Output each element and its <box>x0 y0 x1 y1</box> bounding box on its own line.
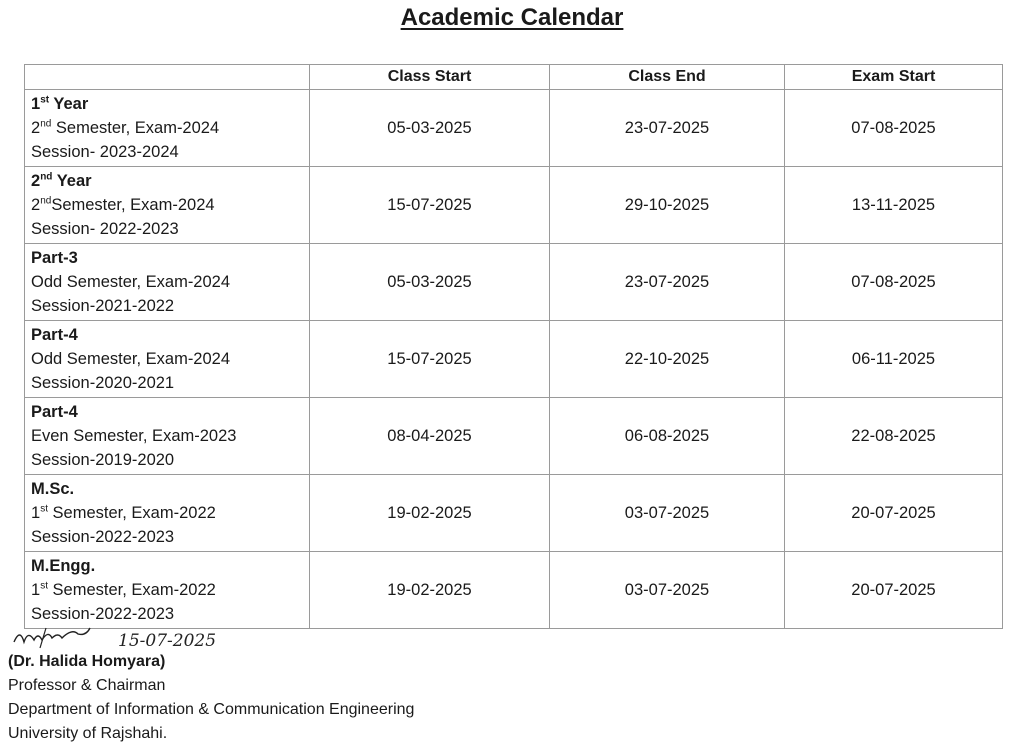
semester-exam: 1st Semester, Exam-2022 <box>31 580 216 599</box>
session-label: Session-2021-2022 <box>31 297 175 315</box>
handwritten-signature <box>10 622 250 652</box>
header-class-start: Class Start <box>310 65 550 90</box>
table-row <box>25 552 1003 629</box>
class-end-date: 06-08-2025 <box>550 398 785 475</box>
table-header-row <box>25 65 1003 90</box>
exam-start-date: 20-07-2025 <box>785 475 1003 552</box>
session-label: Session-2020-2021 <box>31 374 175 392</box>
class-end-date: 29-10-2025 <box>550 167 785 244</box>
semester-exam: Odd Semester, Exam-2024 <box>31 350 231 368</box>
class-end-date: 22-10-2025 <box>550 321 785 398</box>
program-level: 2nd Year <box>31 171 92 190</box>
department-name: Department of Information & Communication Engineering <box>8 701 415 718</box>
table-row <box>25 321 1003 398</box>
program-level: Part-4 <box>31 403 78 421</box>
class-end-date: 23-07-2025 <box>550 90 785 167</box>
program-cell <box>25 244 310 321</box>
header-program <box>25 65 310 90</box>
exam-start-date: 06-11-2025 <box>785 321 1003 398</box>
program-cell <box>25 475 310 552</box>
table-row <box>25 244 1003 321</box>
signatory-block <box>8 650 414 746</box>
academic-calendar-table <box>24 64 1003 629</box>
exam-start-date: 20-07-2025 <box>785 552 1003 629</box>
header-exam-start: Exam Start <box>785 65 1003 90</box>
table-row <box>25 475 1003 552</box>
signatory-position: Professor & Chairman <box>8 677 166 694</box>
semester-exam: 2ndSemester, Exam-2024 <box>31 195 215 214</box>
semester-exam: 2nd Semester, Exam-2024 <box>31 118 220 137</box>
program-cell <box>25 398 310 475</box>
semester-exam: 1st Semester, Exam-2022 <box>31 503 216 522</box>
signature-date: 15-07-2025 <box>118 631 217 651</box>
exam-start-date: 22-08-2025 <box>785 398 1003 475</box>
program-level: M.Engg. <box>31 557 96 575</box>
signatory-name: (Dr. Halida Homyara) <box>8 653 166 670</box>
class-start-date: 15-07-2025 <box>310 167 550 244</box>
university-name: University of Rajshahi. <box>8 725 168 742</box>
class-start-date: 05-03-2025 <box>310 244 550 321</box>
page-title: Academic Calendar <box>400 4 624 31</box>
program-cell <box>25 90 310 167</box>
session-label: Session-2022-2023 <box>31 605 175 623</box>
program-cell <box>25 167 310 244</box>
class-end-date: 23-07-2025 <box>550 244 785 321</box>
program-level: Part-3 <box>31 249 78 267</box>
class-start-date: 19-02-2025 <box>310 475 550 552</box>
program-cell <box>25 321 310 398</box>
program-level: Part-4 <box>31 326 78 344</box>
table-row <box>25 90 1003 167</box>
class-start-date: 15-07-2025 <box>310 321 550 398</box>
header-class-end: Class End <box>550 65 785 90</box>
program-level: 1st Year <box>31 94 89 113</box>
session-label: Session- 2022-2023 <box>31 220 179 238</box>
table-row <box>25 167 1003 244</box>
session-label: Session-2019-2020 <box>31 451 175 469</box>
table-row <box>25 398 1003 475</box>
class-start-date: 19-02-2025 <box>310 552 550 629</box>
semester-exam: Odd Semester, Exam-2024 <box>31 273 231 291</box>
exam-start-date: 07-08-2025 <box>785 244 1003 321</box>
semester-exam: Even Semester, Exam-2023 <box>31 427 237 445</box>
program-cell <box>25 552 310 629</box>
session-label: Session- 2023-2024 <box>31 143 179 161</box>
exam-start-date: 07-08-2025 <box>785 90 1003 167</box>
class-start-date: 05-03-2025 <box>310 90 550 167</box>
class-start-date: 08-04-2025 <box>310 398 550 475</box>
program-level: M.Sc. <box>31 480 75 498</box>
class-end-date: 03-07-2025 <box>550 552 785 629</box>
session-label: Session-2022-2023 <box>31 528 175 546</box>
class-end-date: 03-07-2025 <box>550 475 785 552</box>
exam-start-date: 13-11-2025 <box>785 167 1003 244</box>
